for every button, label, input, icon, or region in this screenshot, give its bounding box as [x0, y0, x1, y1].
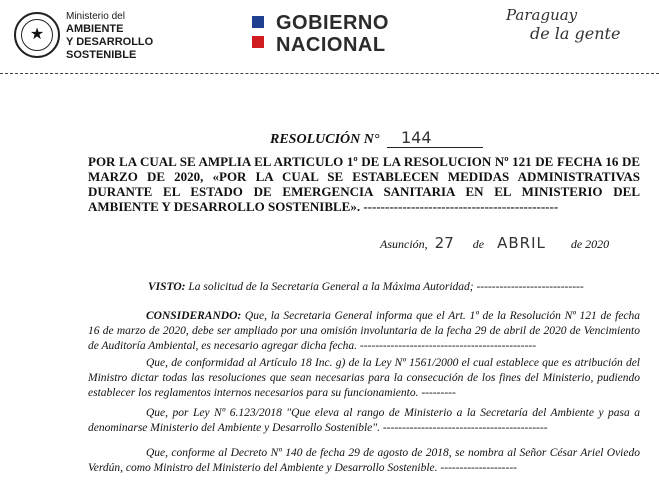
ministry-line-1: Ministerio del	[66, 11, 125, 22]
seal-star-icon: ★	[21, 19, 53, 51]
ministry-line-4: SOSTENIBLE	[66, 49, 137, 61]
slogan-logo	[506, 6, 626, 43]
header-divider	[0, 73, 659, 74]
date-line	[380, 234, 642, 252]
considerando-paragraph	[88, 309, 640, 354]
ministry-logo-text	[66, 11, 153, 62]
date-day: 27	[434, 234, 454, 252]
date-year: de 2020	[570, 237, 610, 251]
resolution-title	[270, 128, 483, 148]
paragraph-ley-6123: Que, por Ley Nº 6.123/2018 "Que eleva al rango de Ministerio a la Secretaría del Ambiente y pasa a denominarse Ministerio del Ambiente y Desarrollo Sostenible". -------------------------------------------	[88, 407, 640, 434]
national-seal-icon	[14, 12, 60, 58]
flag-blue-square-icon	[252, 16, 264, 28]
slogan-line-1: Paraguay	[506, 6, 578, 24]
ministry-line-3: Y DESARROLLO	[66, 36, 154, 48]
document-header	[0, 0, 659, 72]
visto-label: VISTO:	[148, 281, 186, 293]
flag-red-square-icon	[252, 36, 264, 48]
considerando-label: CONSIDERANDO:	[146, 310, 242, 322]
gov-line-1: GOBIERNO	[276, 12, 389, 34]
date-city: Asunción,	[380, 237, 428, 251]
resolution-subject: POR LA CUAL SE AMPLIA EL ARTICULO 1º DE LA RESOLUCION Nº 121 DE FECHA 16 DE MARZO DE 2020, «POR LA CUAL SE ESTABLECEN MEDIDAS ADMINISTRATIVAS DURANTE EL ESTADO DE EMERGENCIA SANITARIA EN EL MINISTERIO DEL AMBIENTE Y DESARROLLO SOSTENIBLE». ---------------------------------------------	[88, 154, 640, 214]
resolution-number: 144	[387, 128, 483, 148]
paragraph-ley-1561: Que, de conformidad al Artículo 18 Inc. g) de la Ley Nº 1561/2000 el cual establece que es atribución del Ministro dictar todas las resoluciones que sean necesarias para la consecución de los fines del Ministerio, pudiendo establecer los reglamentos internos necesarios para su funcionamiento. ---------	[88, 357, 640, 399]
slogan-line-2: de la gente	[530, 24, 621, 43]
gov-line-2: NACIONAL	[276, 34, 386, 56]
paragraph-decreto-140: Que, conforme al Decreto Nº 140 de fecha 29 de agosto de 2018, se nombra al Señor César Ariel Oviedo Verdún, como Ministro del Ministerio del Ambiente y Desarrollo Sostenible. --------------------	[88, 447, 640, 474]
resolution-label: RESOLUCIÓN N°	[270, 132, 380, 147]
ministry-line-2: AMBIENTE	[66, 23, 124, 35]
visto-paragraph	[148, 280, 642, 295]
date-connector: de	[472, 237, 485, 251]
date-month: ABRIL	[497, 234, 546, 252]
considerando-text: Que, la Secretaria General informa que el Art. 1º de la Resolución Nº 121 de fecha 16 de marzo de 2020, debe ser ampliado por una omisión involuntaria de la fecha 29 de abril de 2020 de Vencimiento de Auditoría Ambiental, es necesario agregar dicha fecha. ----------------------------------------------	[88, 310, 640, 352]
visto-text: La solicitud de la Secretaria General a la Máxima Autoridad; ----------------------------	[185, 281, 584, 293]
